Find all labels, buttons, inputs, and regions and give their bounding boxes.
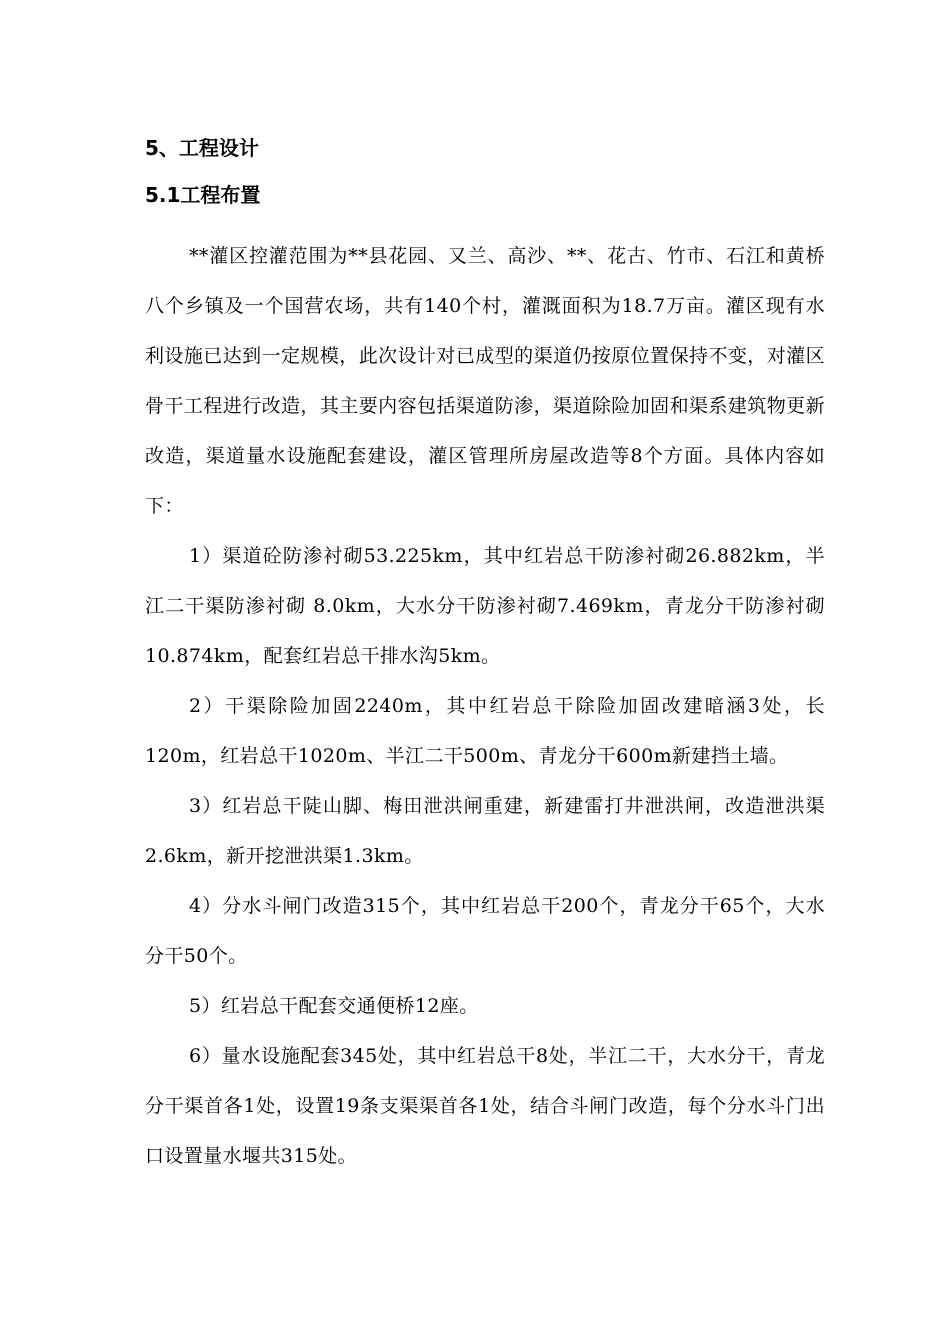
list-item-1: 1）渠道砼防渗衬砌53.225km，其中红岩总干防渗衬砌26.882km，半江二干渠防渗衬砌 8.0km，大水分干防渗衬砌7.469km，青龙分干防渗衬砌10.874km，配套红岩总干排水沟5km。 — [145, 545, 825, 667]
subsection-heading: 5.1工程布置 — [145, 183, 261, 207]
document-body — [145, 134, 825, 1181]
list-item-5: 5）红岩总干配套交通便桥12座。 — [189, 995, 479, 1017]
section-heading: 5、工程设计 — [145, 136, 259, 160]
intro-paragraph: **灌区控灌范围为**县花园、又兰、高沙、**、花古、竹市、石江和黄桥八个乡镇及一个国营农场，共有140个村，灌溉面积为18.7万亩。灌区现有水利设施已达到一定规模，此次设计对已成型的渠道仍按原位置保持不变，对灌区骨干工程进行改造，其主要内容包括渠道防渗，渠道除险加固和渠系建筑物更新改造，渠道量水设施配套建设，灌区管理所房屋改造等8个方面。具体内容如下： — [145, 245, 825, 517]
list-item-3: 3）红岩总干陡山脚、梅田泄洪闸重建，新建雷打井泄洪闸，改造泄洪渠2.6km，新开挖泄洪渠1.3km。 — [145, 795, 825, 867]
list-item-2: 2）干渠除险加固2240m，其中红岩总干除险加固改建暗涵3处，长120m，红岩总干1020m、半江二干500m、青龙分干600m新建挡土墙。 — [145, 695, 825, 767]
list-item-6: 6）量水设施配套345处，其中红岩总干8处，半江二干，大水分干，青龙分干渠首各1处，设置19条支渠渠首各1处，结合斗闸门改造，每个分水斗门出口设置量水堰共315处。 — [145, 1045, 825, 1167]
list-item-4: 4）分水斗闸门改造315个，其中红岩总干200个，青龙分干65个，大水分干50个。 — [145, 895, 825, 967]
